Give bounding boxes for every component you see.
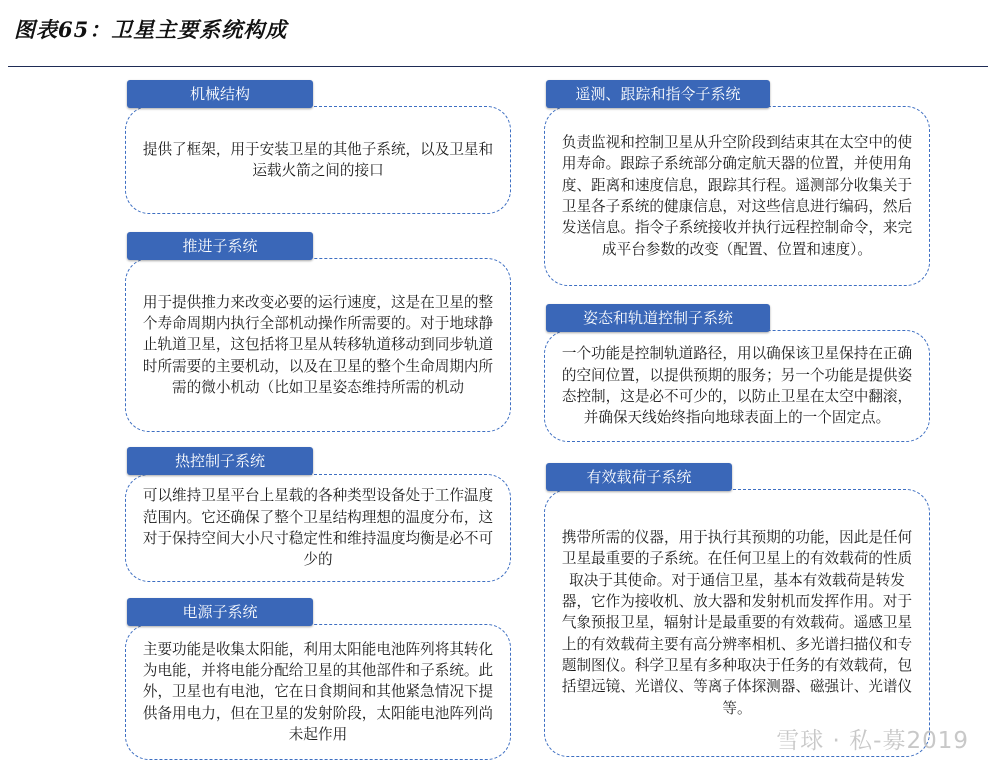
section-title: 推进子系统 [127, 232, 313, 260]
section-description: 主要功能是收集太阳能，利用太阳能电池阵列将其转化为电能，并将电能分配给卫星的其他部件和子系统。此外，卫星也有电池，它在日食期间和其他紧急情况下提供备用电力，但在卫星的发射阶段，太阳能电池阵列尚未起作用 [125, 624, 511, 760]
section-description: 用于提供推力来改变必要的运行速度，这是在卫星的整个寿命周期内执行全部机动操作所需要的。对于地球静止轨道卫星，这包括将卫星从转移轨道移动到同步轨道时所需要的主要机动，以及在卫星的整个生命周期内所需的微小机动（比如卫星姿态维持所需的机动 [125, 258, 511, 432]
section-description: 提供了框架，用于安装卫星的其他子系统，以及卫星和运载火箭之间的接口 [125, 106, 511, 214]
section-title: 姿态和轨道控制子系统 [546, 304, 770, 332]
section-title: 电源子系统 [127, 598, 313, 626]
section-title: 有效载荷子系统 [546, 463, 732, 491]
title-divider [8, 66, 988, 67]
section-description: 携带所需的仪器，用于执行其预期的功能，因此是任何卫星最重要的子系统。在任何卫星上的有效载荷的性质取决于其使命。对于通信卫星，基本有效载荷是转发器，它作为接收机、放大器和发射机而发挥作用。对于气象预报卫星，辐射计是最重要的有效载荷。遥感卫星上的有效载荷主要有高分辨率相机、多光谱扫描仪和专题制图仪。科学卫星有多种取决于任务的有效载荷，包括望远镜、光谱仪、等离子体探测器、磁强计、光谱仪等。 [544, 489, 930, 757]
section-title: 热控制子系统 [127, 447, 313, 475]
section-title: 遥测、跟踪和指令子系统 [546, 80, 770, 108]
section-description: 一个功能是控制轨道路径，用以确保该卫星保持在正确的空间位置，以提供预期的服务；另一个功能是提供姿态控制，这是必不可少的，以防止卫星在太空中翻滚，并确保天线始终指向地球表面上的一个固定点。 [544, 330, 930, 442]
section-title: 机械结构 [127, 80, 313, 108]
figure-title: 图表65：卫星主要系统构成 [14, 17, 288, 42]
watermark: 雪球 · 私-募2019 [776, 728, 969, 754]
section-description: 负责监视和控制卫星从升空阶段到结束其在太空中的使用寿命。跟踪子系统部分确定航天器的位置，并使用角度、距离和速度信息，跟踪其行程。遥测部分收集关于卫星各子系统的健康信息，对这些信息进行编码，然后发送信息。指令子系统接收并执行远程控制命令，来完成平台参数的改变（配置、位置和速度）。 [544, 106, 930, 286]
section-description: 可以维持卫星平台上星载的各种类型设备处于工作温度范围内。它还确保了整个卫星结构理想的温度分布，这对于保持空间大小尺寸稳定性和维持温度均衡是必不可少的 [125, 474, 511, 582]
